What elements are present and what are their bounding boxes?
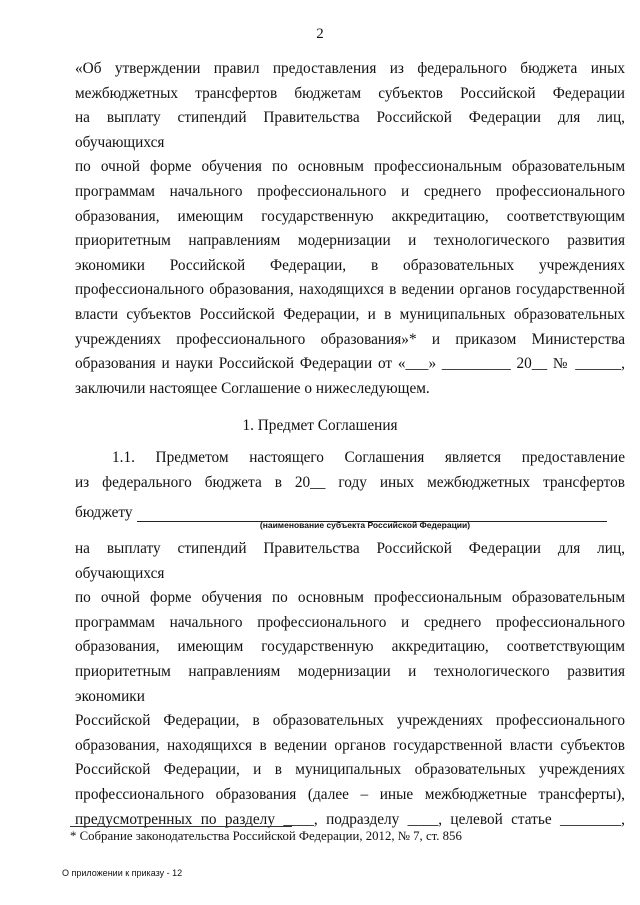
clause-line: по очной форме обучения по основным профессиональным образовательным [75,589,625,607]
footnote: * Собрание законодательства Российской Федерации, 2012, № 7, ст. 856 [70,829,462,843]
intro-line: профессионального образования, находящихся в ведении органов государственной [75,281,625,299]
clause-line: образования, имеющим государственную аккредитацию, соответствующим [75,638,625,656]
intro-line: заключили настоящее Соглашение о нижеследующем. [75,379,430,397]
intro-line: программам начального профессионального и среднего профессионального [75,182,625,200]
intro-line: на выплату стипендий Правительства Российской Федерации для лиц, обучающихся [75,109,625,151]
clause-line: Российской Федерации, и в муниципальных образовательных учреждениях [75,761,625,779]
intro-paragraph [75,57,625,401]
page-footer: О приложении к приказу - 12 [62,868,183,878]
clause-1-1 [75,446,625,495]
intro-line: образования и науки Российской Федерации от «___» _________ 20__ № ______, [75,355,625,373]
clause-line: образования, находящихся в ведении органов государственной власти субъектов [75,736,625,754]
intro-line: по очной форме обучения по основным профессиональным образовательным [75,158,625,176]
clause-line: программам начального профессионального и среднего профессионального [75,613,625,631]
budget-caption: (наименование субъекта Российской Федерации) [259,520,471,530]
section-heading: 1. Предмет Соглашения [242,417,398,434]
clause-line: 1.1. Предметом настоящего Соглашения является предоставление [112,449,625,466]
clause-continuation [75,537,625,832]
clause-line: из федерального бюджета в 20__ году иных межбюджетных трансфертов [75,473,625,491]
clause-line: приоритетным направлениям модернизации и технологического развития экономики [75,662,625,705]
intro-line: власти субъектов Российской Федерации, и в муниципальных образовательных [75,305,625,323]
clause-line: профессионального образования (далее – иные межбюджетные трансферты), [75,785,625,803]
intro-line: экономики Российской Федерации, в образовательных учреждениях [75,256,625,274]
intro-line: «Об утверждении правил предоставления из федерального бюджета иных [75,60,625,77]
intro-line: приоритетным направлениям модернизации и технологического развития [75,232,625,250]
page-number: 2 [316,26,324,42]
intro-line: межбюджетных трансфертов бюджетам субъектов Российской Федерации [75,84,625,102]
clause-line: Российской Федерации, в образовательных учреждениях профессионального [75,712,625,730]
footnote-separator [70,826,292,827]
clause-line: на выплату стипендий Правительства Российской Федерации для лиц, обучающихся [75,540,625,582]
clause-line: предусмотренных по разделу ____, подразделу ____, целевой статье ________, [75,810,625,828]
intro-line: учреждениях профессионального образования»* и приказом Министерства [75,330,625,348]
budget-label: бюджету [75,504,133,521]
intro-line: образования, имеющим государственную аккредитацию, соответствующим [75,207,625,225]
